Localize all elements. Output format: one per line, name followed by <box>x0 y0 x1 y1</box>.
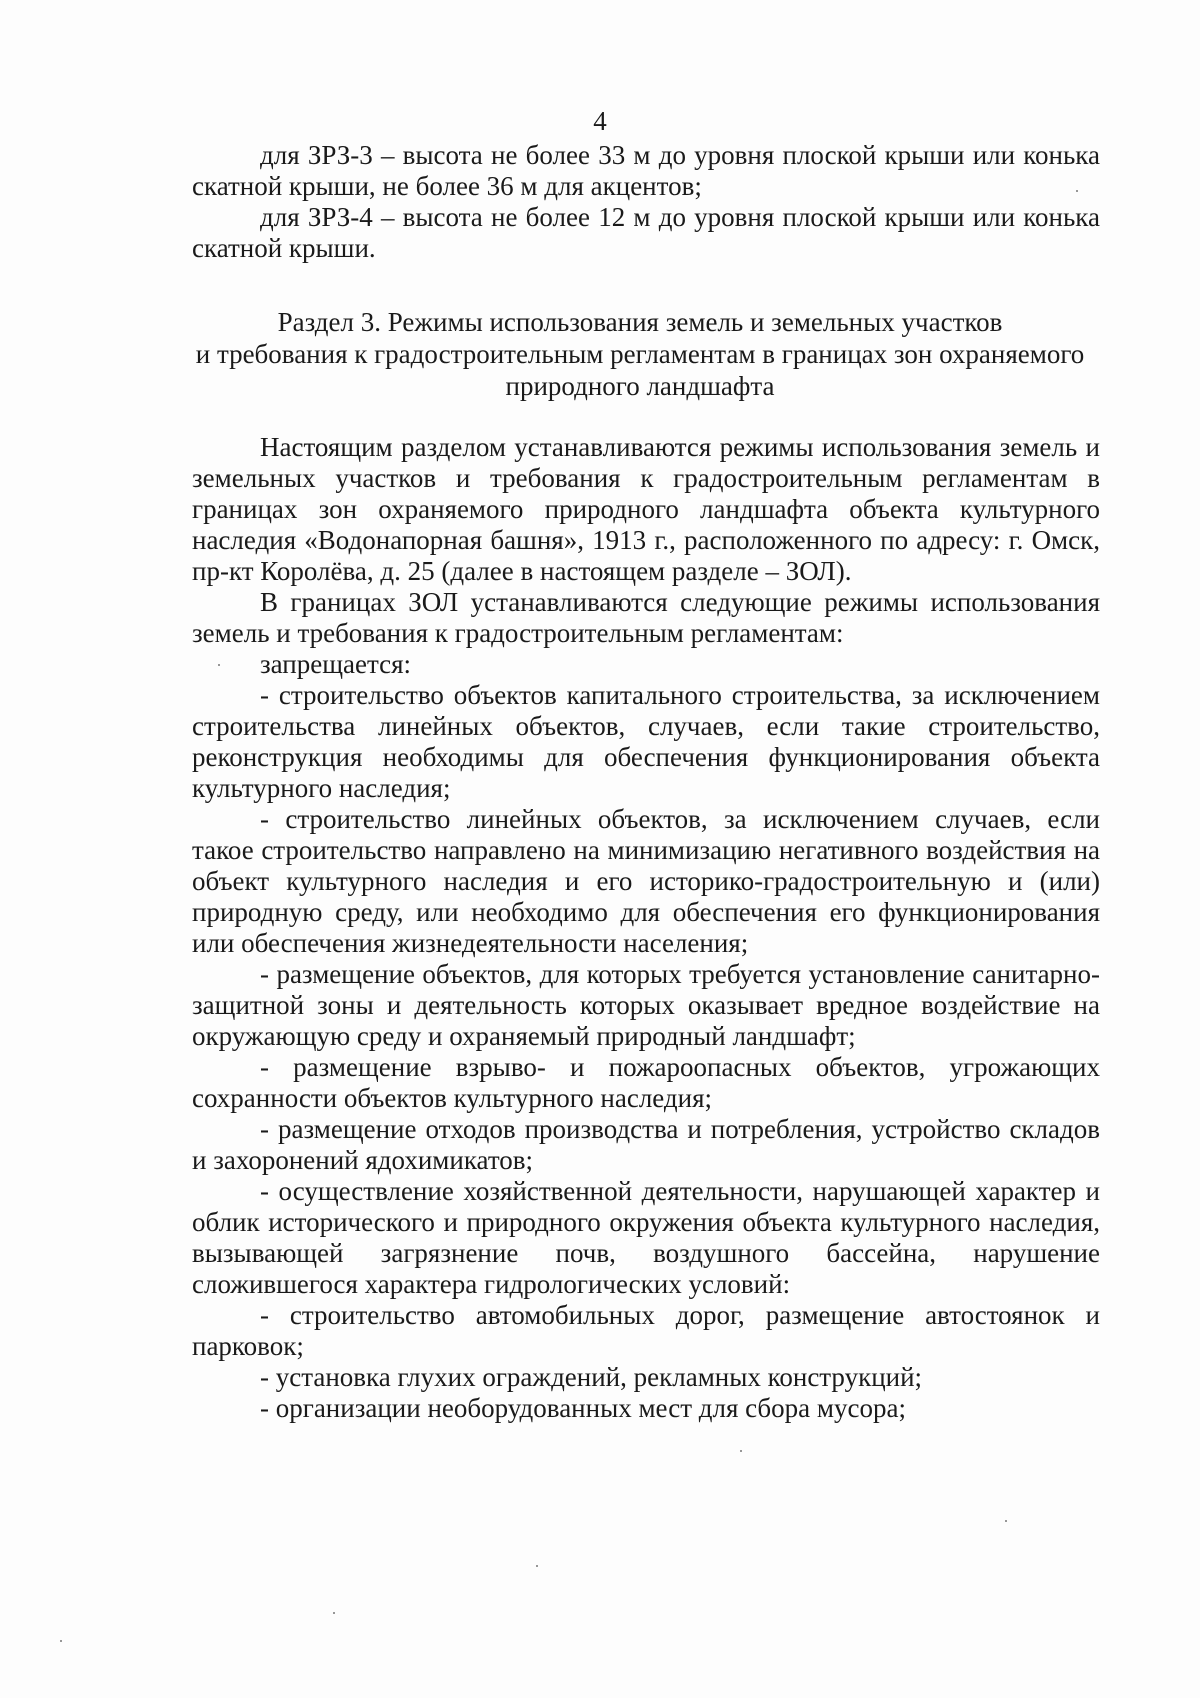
list-item: - установка глухих ограждений, рекламных конструкций; <box>260 1362 923 1392</box>
page-number: 4 <box>593 106 607 136</box>
scan-speck <box>218 664 220 666</box>
scan-speck <box>60 1640 62 1642</box>
list-item: - размещение отходов производства и потребления, устройство складов и захоронений ядохимикатов; <box>192 1114 1100 1175</box>
paragraph-zrz4: для ЗРЗ-4 – высота не более 12 м до уровня плоской крыши или конька скатной крыши. <box>192 202 1100 263</box>
section-heading-line: и требования к градостроительным регламентам в границах зон охраняемого <box>195 339 1085 369</box>
scan-speck <box>1076 190 1078 192</box>
paragraph-intro: Настоящим разделом устанавливаются режимы использования земель и земельных участков и требования к градостроительным регламентам в границах зон охраняемого природного ландшафта объекта культурного наследия «Водонапорная башня», 1913 г., расположенного по адресу: г. Омск, пр-кт Королёва, д. 25 (далее в настоящем разделе – ЗОЛ). <box>192 432 1100 586</box>
section-heading-line: Раздел 3. Режимы использования земель и земельных участков <box>277 307 1003 337</box>
section-heading-line: природного ландшафта <box>505 371 775 401</box>
list-item: - размещение объектов, для которых требуется установление санитарно-защитной зоны и деятельность которых оказывает вредное воздействие на окружающую среду и охраняемый природный ландшафт; <box>192 959 1100 1051</box>
top-paragraphs <box>192 140 1100 264</box>
list-item: - организации необорудованных мест для сбора мусора; <box>260 1393 906 1423</box>
paragraph-regimes: В границах ЗОЛ устанавливаются следующие режимы использования земель и требования к градостроительным регламентам: <box>192 587 1100 648</box>
section-heading <box>170 306 1110 402</box>
paragraph-prohibited: запрещается: <box>260 649 412 679</box>
paragraph-zrz3: для ЗРЗ-3 – высота не более 33 м до уровня плоской крыши или конька скатной крыши, не более 36 м для акцентов; <box>192 140 1100 201</box>
scan-speck <box>1005 1520 1007 1522</box>
list-item: - строительство автомобильных дорог, размещение автостоянок и парковок; <box>192 1300 1100 1361</box>
scan-speck <box>740 1450 742 1452</box>
list-item: - строительство объектов капитального строительства, за исключением строительства линейных объектов, случаев, если такие строительство, реконструкция необходимы для обеспечения функционирования объекта культурного наследия; <box>192 680 1100 803</box>
list-item: - осуществление хозяйственной деятельности, нарушающей характер и облик исторического и природного окружения объекта культурного наследия, вызывающей загрязнение почв, воздушного бассейна, нарушение сложившегося характера гидрологических условий: <box>192 1176 1100 1299</box>
list-item: - строительство линейных объектов, за исключением случаев, если такое строительство направлено на минимизацию негативного воздействия на объект культурного наследия и его историко-градостроительную и (или) природную среду, или необходимо для обеспечения его функционирования или обеспечения жизнедеятельности населения; <box>192 804 1100 958</box>
list-item: - размещение взрыво- и пожароопасных объектов, угрожающих сохранности объектов культурного наследия; <box>192 1052 1100 1113</box>
scan-speck <box>536 1565 538 1567</box>
section-body <box>192 432 1100 1424</box>
scan-speck <box>333 1612 335 1614</box>
